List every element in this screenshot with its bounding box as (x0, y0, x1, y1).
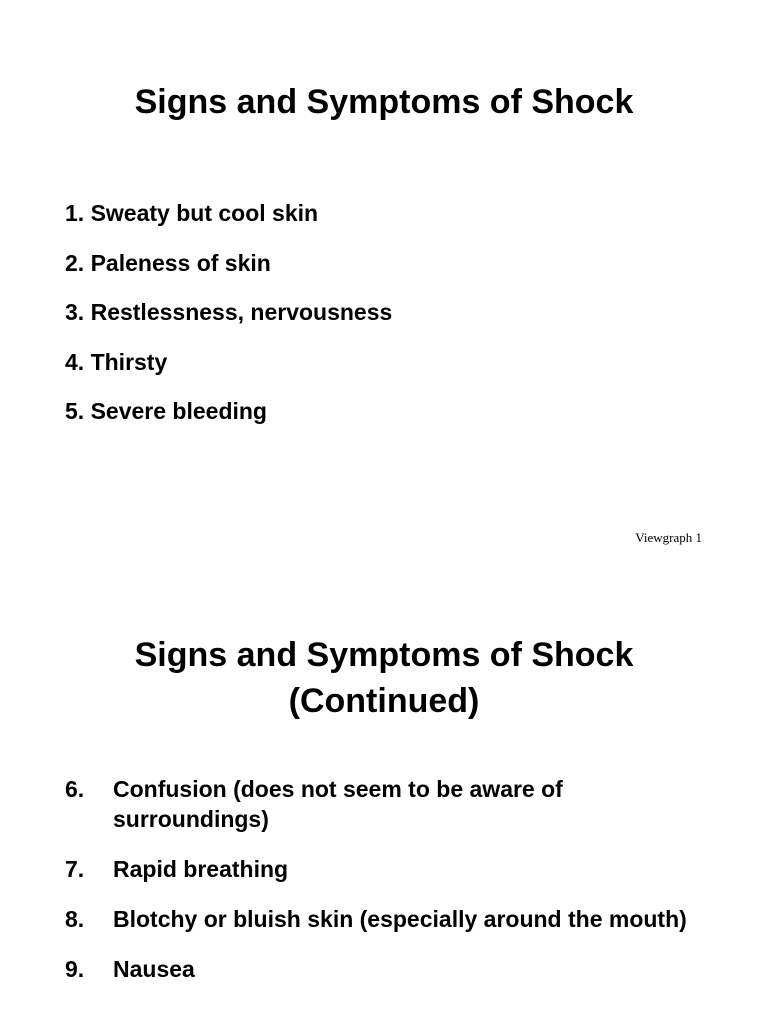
item-number: 5. (65, 398, 85, 425)
item-text: Severe bleeding (90, 398, 267, 425)
item-number: 3. (65, 299, 85, 326)
item-number: 7. (65, 856, 85, 882)
item-number: 9. (65, 956, 85, 982)
list-item (65, 199, 392, 249)
slide-2-title-line-2: (Continued) (288, 682, 480, 720)
list-item (65, 348, 392, 398)
list-item (65, 904, 705, 934)
item-number: 2. (65, 249, 85, 276)
slide-2-title (0, 632, 768, 724)
list-item (65, 397, 392, 447)
item-text: Confusion (does not seem to be aware of surroundings) (113, 776, 563, 832)
list-item (65, 854, 705, 884)
item-text: Blotchy or bluish skin (especially around the mouth) (113, 906, 687, 932)
slide-1-title: Signs and Symptoms of Shock (134, 83, 634, 121)
item-number: 8. (65, 906, 85, 932)
item-text: Restlessness, nervousness (90, 299, 393, 326)
slide-1-symptom-list (65, 199, 392, 447)
slide-2-title-line-1: Signs and Symptoms of Shock (134, 636, 634, 674)
item-text: Paleness of skin (90, 249, 271, 276)
item-number: 1. (65, 200, 85, 226)
list-item (65, 774, 705, 834)
item-text: Nausea (113, 956, 195, 982)
viewgraph-label: Viewgraph 1 (635, 530, 702, 545)
item-text: Rapid breathing (113, 856, 289, 882)
list-item (65, 298, 392, 348)
item-text: Thirsty (90, 348, 168, 375)
list-item (65, 954, 705, 984)
slide-2-symptom-list (65, 774, 705, 1004)
item-text: Sweaty but cool skin (90, 200, 319, 226)
item-number: 4. (65, 348, 85, 375)
item-number: 6. (65, 776, 85, 802)
list-item (65, 249, 392, 299)
